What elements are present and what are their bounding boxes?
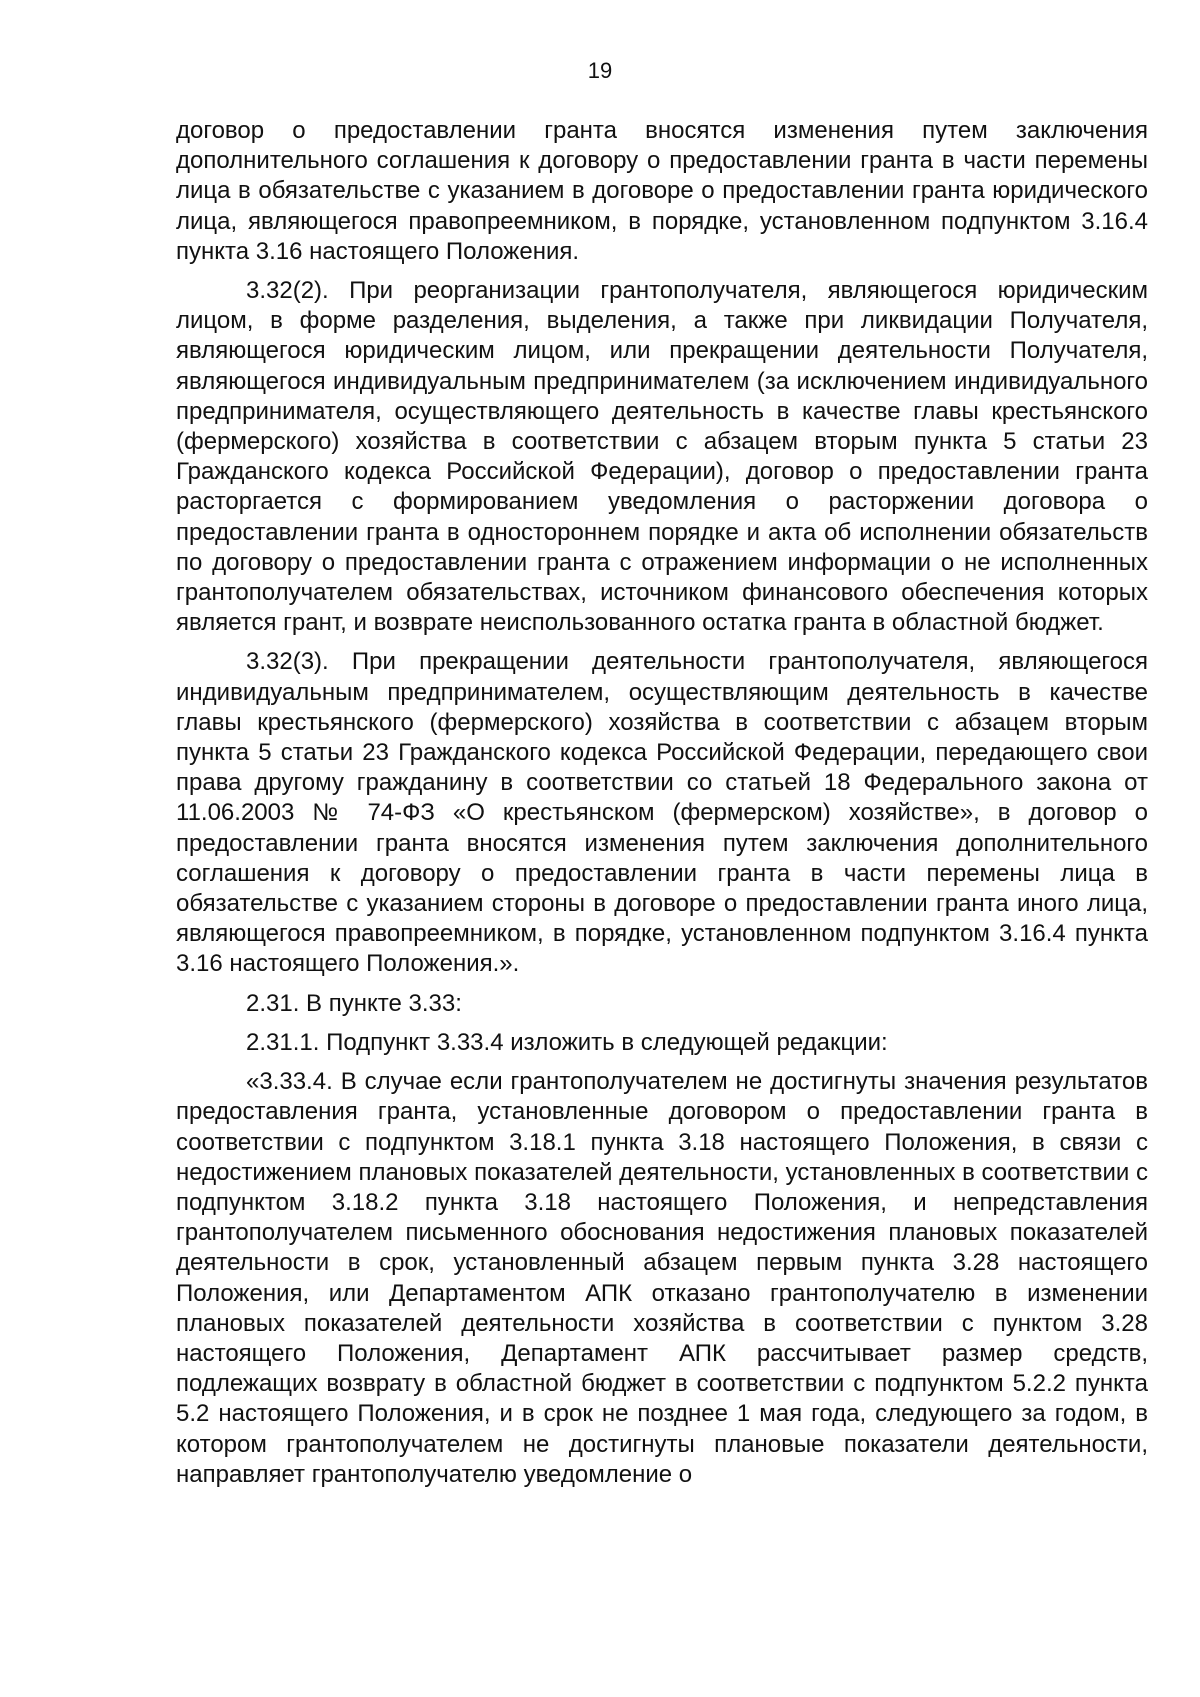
paragraph-2-31: 2.31. В пункте 3.33: [246, 989, 462, 1017]
page-number: 19 [587, 58, 613, 83]
paragraph-3-33-4: «3.33.4. В случае если грантополучателем не достигнуты значения результатов предоставления гранта, установленные договором о предоставлении гранта в соответствии с подпунктом 3.18.1 пункта 3.18 настоящего Положения, в связи с недостижением плановых показателей деятельности, установленных в соответствии с подпунктом 3.18.2 пункта 3.18 настоящего Положения, и непредставления грантополучателем письменного обоснования недостижения плановых показателей деятельности в срок, установленный абзацем первым пункта 3.28 настоящего Положения, или Департаментом АПК отказано грантополучателю в изменении плановых показателей деятельности хозяйства в соответствии с пунктом 3.28 настоящего Положения, Департамент АПК рассчитывает размер средств, подлежащих возврату в областной бюджет в соответствии с подпунктом 5.2.2 пункта 5.2 настоящего Положения, и в срок не позднее 1 мая года, следующего за годом, в котором грантополучателем не достигнуты плановые показатели деятельности, направляет грантополучателю уведомление о [176, 1068, 1148, 1488]
paragraph-3-32-3: 3.32(3). При прекращении деятельности грантополучателя, являющегося индивидуальным предпринимателем, осуществляющим деятельность в качестве главы крестьянского (фермерского) хозяйства в соответствии с абзацем вторым пункта 5 статьи 23 Гражданского кодекса Российской Федерации, передающего свои права другому гражданину в соответствии со статьей 18 Федерального закона от 11.06.2003 № 74-ФЗ «О крестьянском (фермерском) хозяйстве», в договор о предоставлении гранта вносятся изменения путем заключения дополнительного соглашения к договору о предоставлении гранта в части перемены лица в обязательстве с указанием стороны в договоре о предоставлении гранта иного лица, являющегося правопреемником, в порядке, установленном подпунктом 3.16.4 пункта 3.16 настоящего Положения.». [176, 648, 1148, 978]
document-body [176, 116, 1148, 1499]
paragraph-3-32-2: 3.32(2). При реорганизации грантополучателя, являющегося юридическим лицом, в форме разделения, выделения, а также при ликвидации Получателя, являющегося юридическим лицом, или прекращении деятельности Получателя, являющегося индивидуальным предпринимателем (за исключением индивидуального предпринимателя, осуществляющего деятельность в качестве главы крестьянского (фермерского) хозяйства в соответствии с абзацем вторым пункта 5 статьи 23 Гражданского кодекса Российской Федерации), договор о предоставлении гранта расторгается с формированием уведомления о расторжении договора о предоставлении гранта в одностороннем порядке и акта об исполнении обязательств по договору о предоставлении гранта с отражением информации о не исполненных грантополучателем обязательствах, источником финансового обеспечения которых является грант, и возврате неиспользованного остатка гранта в областной бюджет. [176, 277, 1148, 637]
paragraph-2-31-1: 2.31.1. Подпункт 3.33.4 изложить в следующей редакции: [246, 1028, 888, 1056]
paragraph-continuation: договор о предоставлении гранта вносятся изменения путем заключения дополнительного соглашения к договору о предоставлении гранта в части перемены лица в обязательстве с указанием в договоре о предоставлении гранта юридического лица, являющегося правопреемником, в порядке, установленном подпунктом 3.16.4 пункта 3.16 настоящего Положения. [176, 117, 1148, 265]
